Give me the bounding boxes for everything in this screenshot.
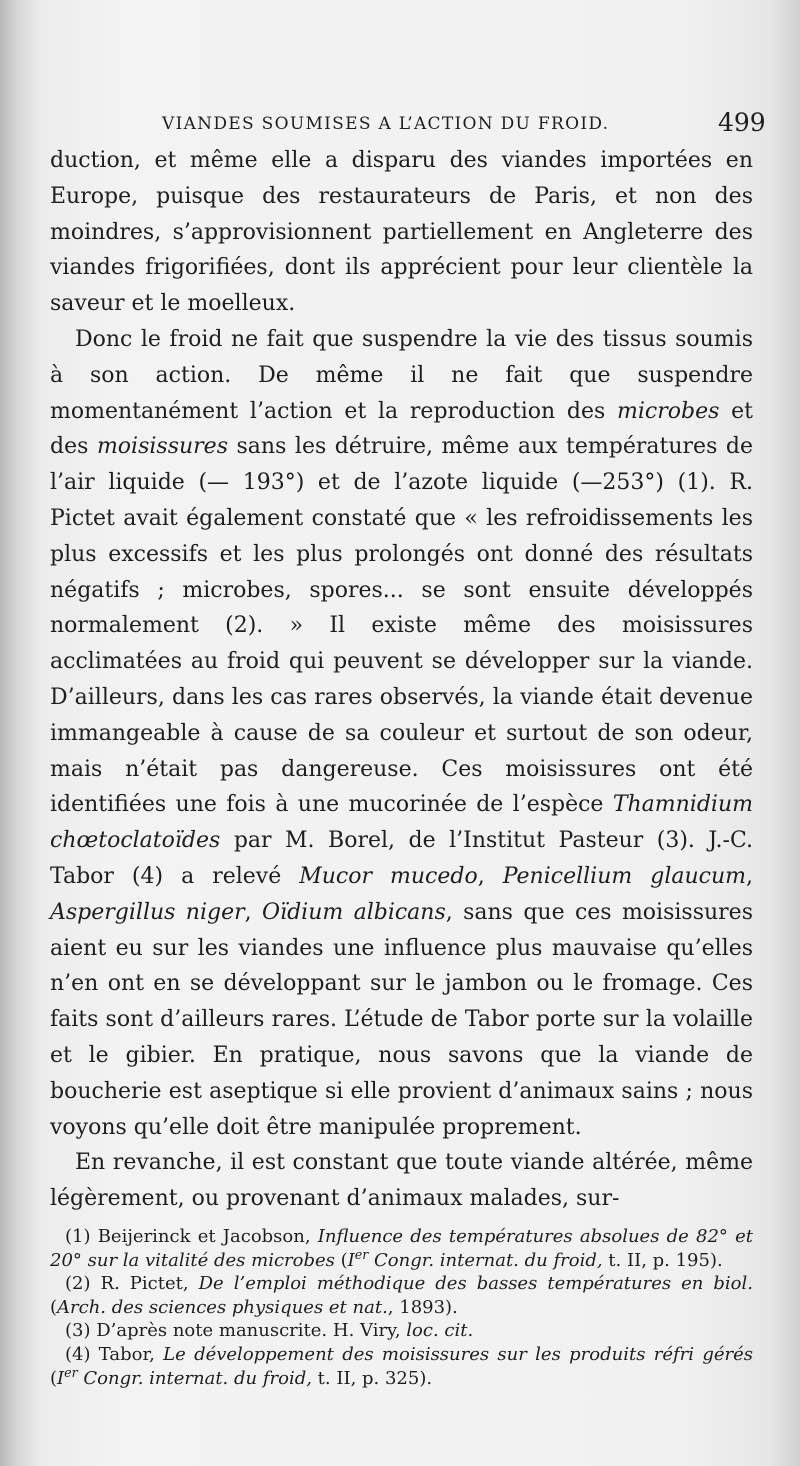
italic-text: Le développement des moisissures sur les produits réfri gérés (163, 1343, 753, 1365)
paragraph (50, 322, 753, 1145)
text-run: ( (50, 1296, 58, 1318)
text-run: , (746, 863, 753, 889)
italic-text: I (57, 1367, 65, 1389)
text-run: , (244, 899, 262, 925)
italic-text: Aspergillus niger (50, 899, 245, 925)
italic-text: Mucor mucedo (299, 863, 478, 889)
text-run: , (477, 863, 503, 889)
page-number: 499 (718, 108, 766, 137)
text-run: En revanche, il est constant que toute viande altérée, même légèrement, ou provenant d’animaux malades, sur- (50, 1150, 753, 1212)
text-run: Donc le froid ne fait que suspendre la vie des tissus soumis à son action. De même il ne fait que suspendre momentanément l’action et la reproduction des (50, 326, 753, 424)
superscript-text: er (64, 1364, 78, 1380)
footnote (50, 1319, 753, 1343)
italic-text: microbes (617, 398, 720, 424)
italic-text: De l’emploi méthodique des basses températures en biol. (198, 1273, 753, 1295)
text-run: , sans que ces moisissures aient eu sur les viandes une influence plus mauvaise qu’elles n’en ont en se développant sur le jambon ou le fromage. Ces faits sont d’ailleurs rares. L’étude de Tabor porte sur la volaille et le gibier. En pratique, nous savons que la viande de boucherie est aseptique si elle provient d’animaux sains ; nous voyons qu’elle doit être manipulée proprement. (50, 899, 753, 1140)
text-run: t. II, p. 195). (602, 1249, 723, 1271)
text-run: ( (50, 1367, 58, 1389)
text-run: par M. Borel, de l’Institut Pasteur (3). J.-C. Tabor (4) a relevé (50, 828, 753, 889)
text-run: (4) Tabor, (65, 1343, 164, 1365)
running-title: VIANDES SOUMISES A L’ACTION DU FROID. (162, 114, 610, 134)
text-run: t. II, p. 325). (311, 1367, 433, 1389)
italic-text: Thamnidium chœtoclatoïdes (50, 792, 753, 854)
footnote (50, 1343, 753, 1390)
text-run: (1) Beijerinck et Jacobson, (65, 1226, 318, 1247)
text-run: sans les détruire, même aux températures de l’air liquide (— 193°) et de l’azote liquide (—253°) (1). R. Pictet avait également constaté que « les refroidissements les plus excessifs et les plus prolongés ont donné des résultats négatifs ; microbes, spores... se sont ensuite développés normalement (2). » Il existe même des moisissures acclimatées au froid qui peuvent se développer sur la viande. D’ailleurs, dans les cas rares observés, la viande était devenue immangeable à cause de sa couleur et surtout de son odeur, mais n’était pas dangereuse. Ces moisissures ont été identifiées une fois à une mucorinée de l’espèce (50, 434, 753, 818)
italic-text: loc. cit. (406, 1320, 474, 1342)
footnotes (50, 1225, 753, 1390)
text-run: (2) R. Pictet, (65, 1273, 199, 1295)
text-run: , 1893). (387, 1296, 458, 1318)
superscript-text: er (354, 1246, 369, 1262)
italic-text: Oïdium albicans (262, 899, 446, 925)
paragraph (50, 1145, 753, 1217)
italic-text: Congr. internat. du froid, (77, 1367, 312, 1389)
footnote (50, 1225, 753, 1272)
paragraph (50, 143, 753, 322)
page-header (0, 108, 800, 144)
italic-text: moisissures (96, 434, 228, 460)
italic-text: I (347, 1249, 355, 1271)
text-run: et des (50, 398, 754, 460)
italic-text: Influence des températures absolues de 82° et 20° sur la vitalité des microbes (50, 1226, 753, 1271)
text-run: duction, et même elle a disparu des viandes importées en Europe, puisque des restaurateurs de Paris, et non des moindres, s’approvisionnent partiellement en Angleterre des viandes frigorifiées, dont ils apprécient pour leur clientèle la saveur et le moelleux. (50, 148, 753, 317)
italic-text: Penicellium glaucum (502, 863, 746, 889)
text-run: ( (334, 1249, 348, 1271)
italic-text: Congr. internat. du froid, (368, 1249, 603, 1271)
body-text (50, 143, 753, 1217)
text-run: (3) D’après note manuscrite. H. Viry, (65, 1320, 407, 1342)
footnote (50, 1272, 753, 1319)
italic-text: Arch. des sciences physiques et nat. (57, 1296, 388, 1318)
